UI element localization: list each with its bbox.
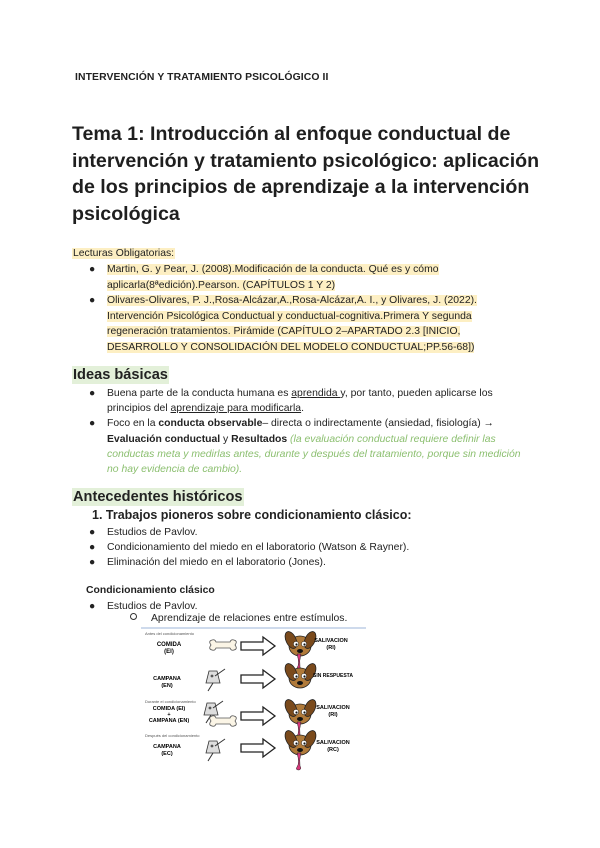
row4-right-label: SALIVACION	[316, 740, 350, 746]
bell-icon	[206, 669, 225, 691]
pavlov-conditioning-figure	[141, 627, 366, 773]
list-item: ● Martin, G. y Pear, J. (2008).Modificación de la conducta. Qué es y cómo aplicarla(8ªedición).Pearson. (CAPÍTULOS 1 Y 2)	[89, 264, 439, 291]
arrow-icon	[241, 739, 275, 757]
saliva-icon	[296, 753, 301, 770]
row3-caption: Durante el condicionamiento	[145, 699, 196, 704]
ideas-list	[72, 386, 534, 477]
arrow-icon	[241, 637, 275, 655]
list-item: ● Foco en la conducta observable– directa o indirectamente (ansiedad, fisiología) → Evaluación conductual y Resultados (la evaluación conductual requiere definir las conductas meta y medirlas antes, durante y después del tratamiento, porque sin medición no hay evidencia de cambio).	[89, 418, 521, 476]
arrow-icon	[241, 707, 275, 725]
row3-right-label: SALIVACION	[316, 705, 350, 711]
bone-icon	[210, 716, 237, 727]
row1-caption: Antes del condicionamiento	[145, 631, 194, 636]
circle-bullet-icon	[130, 613, 137, 620]
section-ideas-basicas: Ideas básicas	[73, 367, 168, 383]
dog-icon	[283, 630, 319, 656]
bone-icon	[210, 640, 237, 651]
row1-right-label: SALIVACION	[314, 638, 348, 644]
row1-left-label: COMIDA	[156, 642, 182, 648]
condicionamiento-list	[72, 599, 534, 614]
reading-2: Olivares-Olivares, P. J.,Rosa-Alcázar,A.,Rosa-Alcázar,A. I., y Olivares, J. (2022). Intervención Psicológica Conductual y conductual-cognitiva.Primera Y segunda regeneración tratamientos. Pirámide (CAPÍTULO 2–APARTADO 2.3 [INICIO, DESARROLLO Y CONSOLIDACIÓN DEL MODELO CONDUCTUAL;PP.56-68])	[107, 295, 477, 353]
row1-right-sub: (RI)	[326, 645, 336, 651]
readings-list	[72, 262, 532, 356]
bell-icon	[206, 739, 225, 761]
antecedentes-list	[72, 525, 534, 571]
row4-right-sub: (RC)	[327, 747, 339, 753]
arrow-icon	[241, 670, 275, 688]
page-title: Tema 1: Introducción al enfoque conductual de intervención y tratamiento psicológico: aplicación de los principios de aprendizaje a la intervención psicológica	[72, 123, 540, 225]
list-item: ● Condicionamiento del miedo en el laboratorio (Watson & Rayner).	[89, 542, 410, 554]
row4-caption: Después del condicionamiento	[145, 733, 200, 738]
row3-right-sub: (RI)	[328, 712, 338, 718]
dog-icon	[283, 698, 319, 724]
row3-left-label: COMIDA (EI)	[152, 706, 186, 712]
list-item: ● Estudios de Pavlov.	[89, 527, 198, 538]
sub-list-item: Aprendizaje de relaciones entre estímulos.	[130, 613, 347, 624]
list-item: ● Estudios de Pavlov.	[89, 601, 198, 612]
reading-1: Martin, G. y Pear, J. (2008).Modificación de la conducta. Qué es y cómo aplicarla(8ªedición).Pearson. (CAPÍTULOS 1 Y 2)	[107, 264, 439, 291]
section-antecedentes: Antecedentes históricos	[73, 489, 243, 505]
subsection-title: Condicionamiento clásico	[86, 585, 215, 596]
row3-left-plus: +	[167, 712, 171, 718]
row2-left-sub: (EN)	[161, 683, 173, 689]
list-item: ● Buena parte de la conducta humana es aprendida y, por tanto, pueden aplicarse los principios del aprendizaje para modificarla.	[89, 388, 493, 415]
list-item: ● Eliminación del miedo en el laboratorio (Jones).	[89, 557, 326, 569]
row4-left-sub: (EC)	[161, 751, 173, 757]
dog-icon	[283, 729, 319, 755]
numbered-item: 1. Trabajos pioneros sobre condicionamiento clásico:	[92, 508, 412, 522]
row4-left-label: CAMPANA	[153, 744, 181, 750]
row1-left-sub: (EI)	[164, 649, 174, 655]
readings-heading: Lecturas Obligatorias:	[73, 248, 175, 259]
row2-right-label: SIN RESPUESTA	[313, 673, 353, 679]
course-header: INTERVENCIÓN Y TRATAMIENTO PSICOLÓGICO II	[75, 72, 329, 83]
row3-left-label2: CAMPANA (EN)	[148, 718, 190, 724]
row2-left-label: CAMPANA	[153, 676, 181, 682]
note-text: (la evaluación conductual requiere definir las conductas meta y medirlas antes, durante y después del tratamiento, porque sin medición no hay evidencia de cambio).	[107, 433, 521, 476]
list-item: ● Olivares-Olivares, P. J.,Rosa-Alcázar,A.,Rosa-Alcázar,A. I., y Olivares, J. (2022). Intervención Psicológica Conductual y conductual-cognitiva.Primera Y segunda regeneración tratamientos. Pirámide (CAPÍTULO 2–APARTADO 2.3 [INICIO, DESARROLLO Y CONSOLIDACIÓN DEL MODELO CONDUCTUAL;PP.56-68])	[89, 295, 477, 353]
